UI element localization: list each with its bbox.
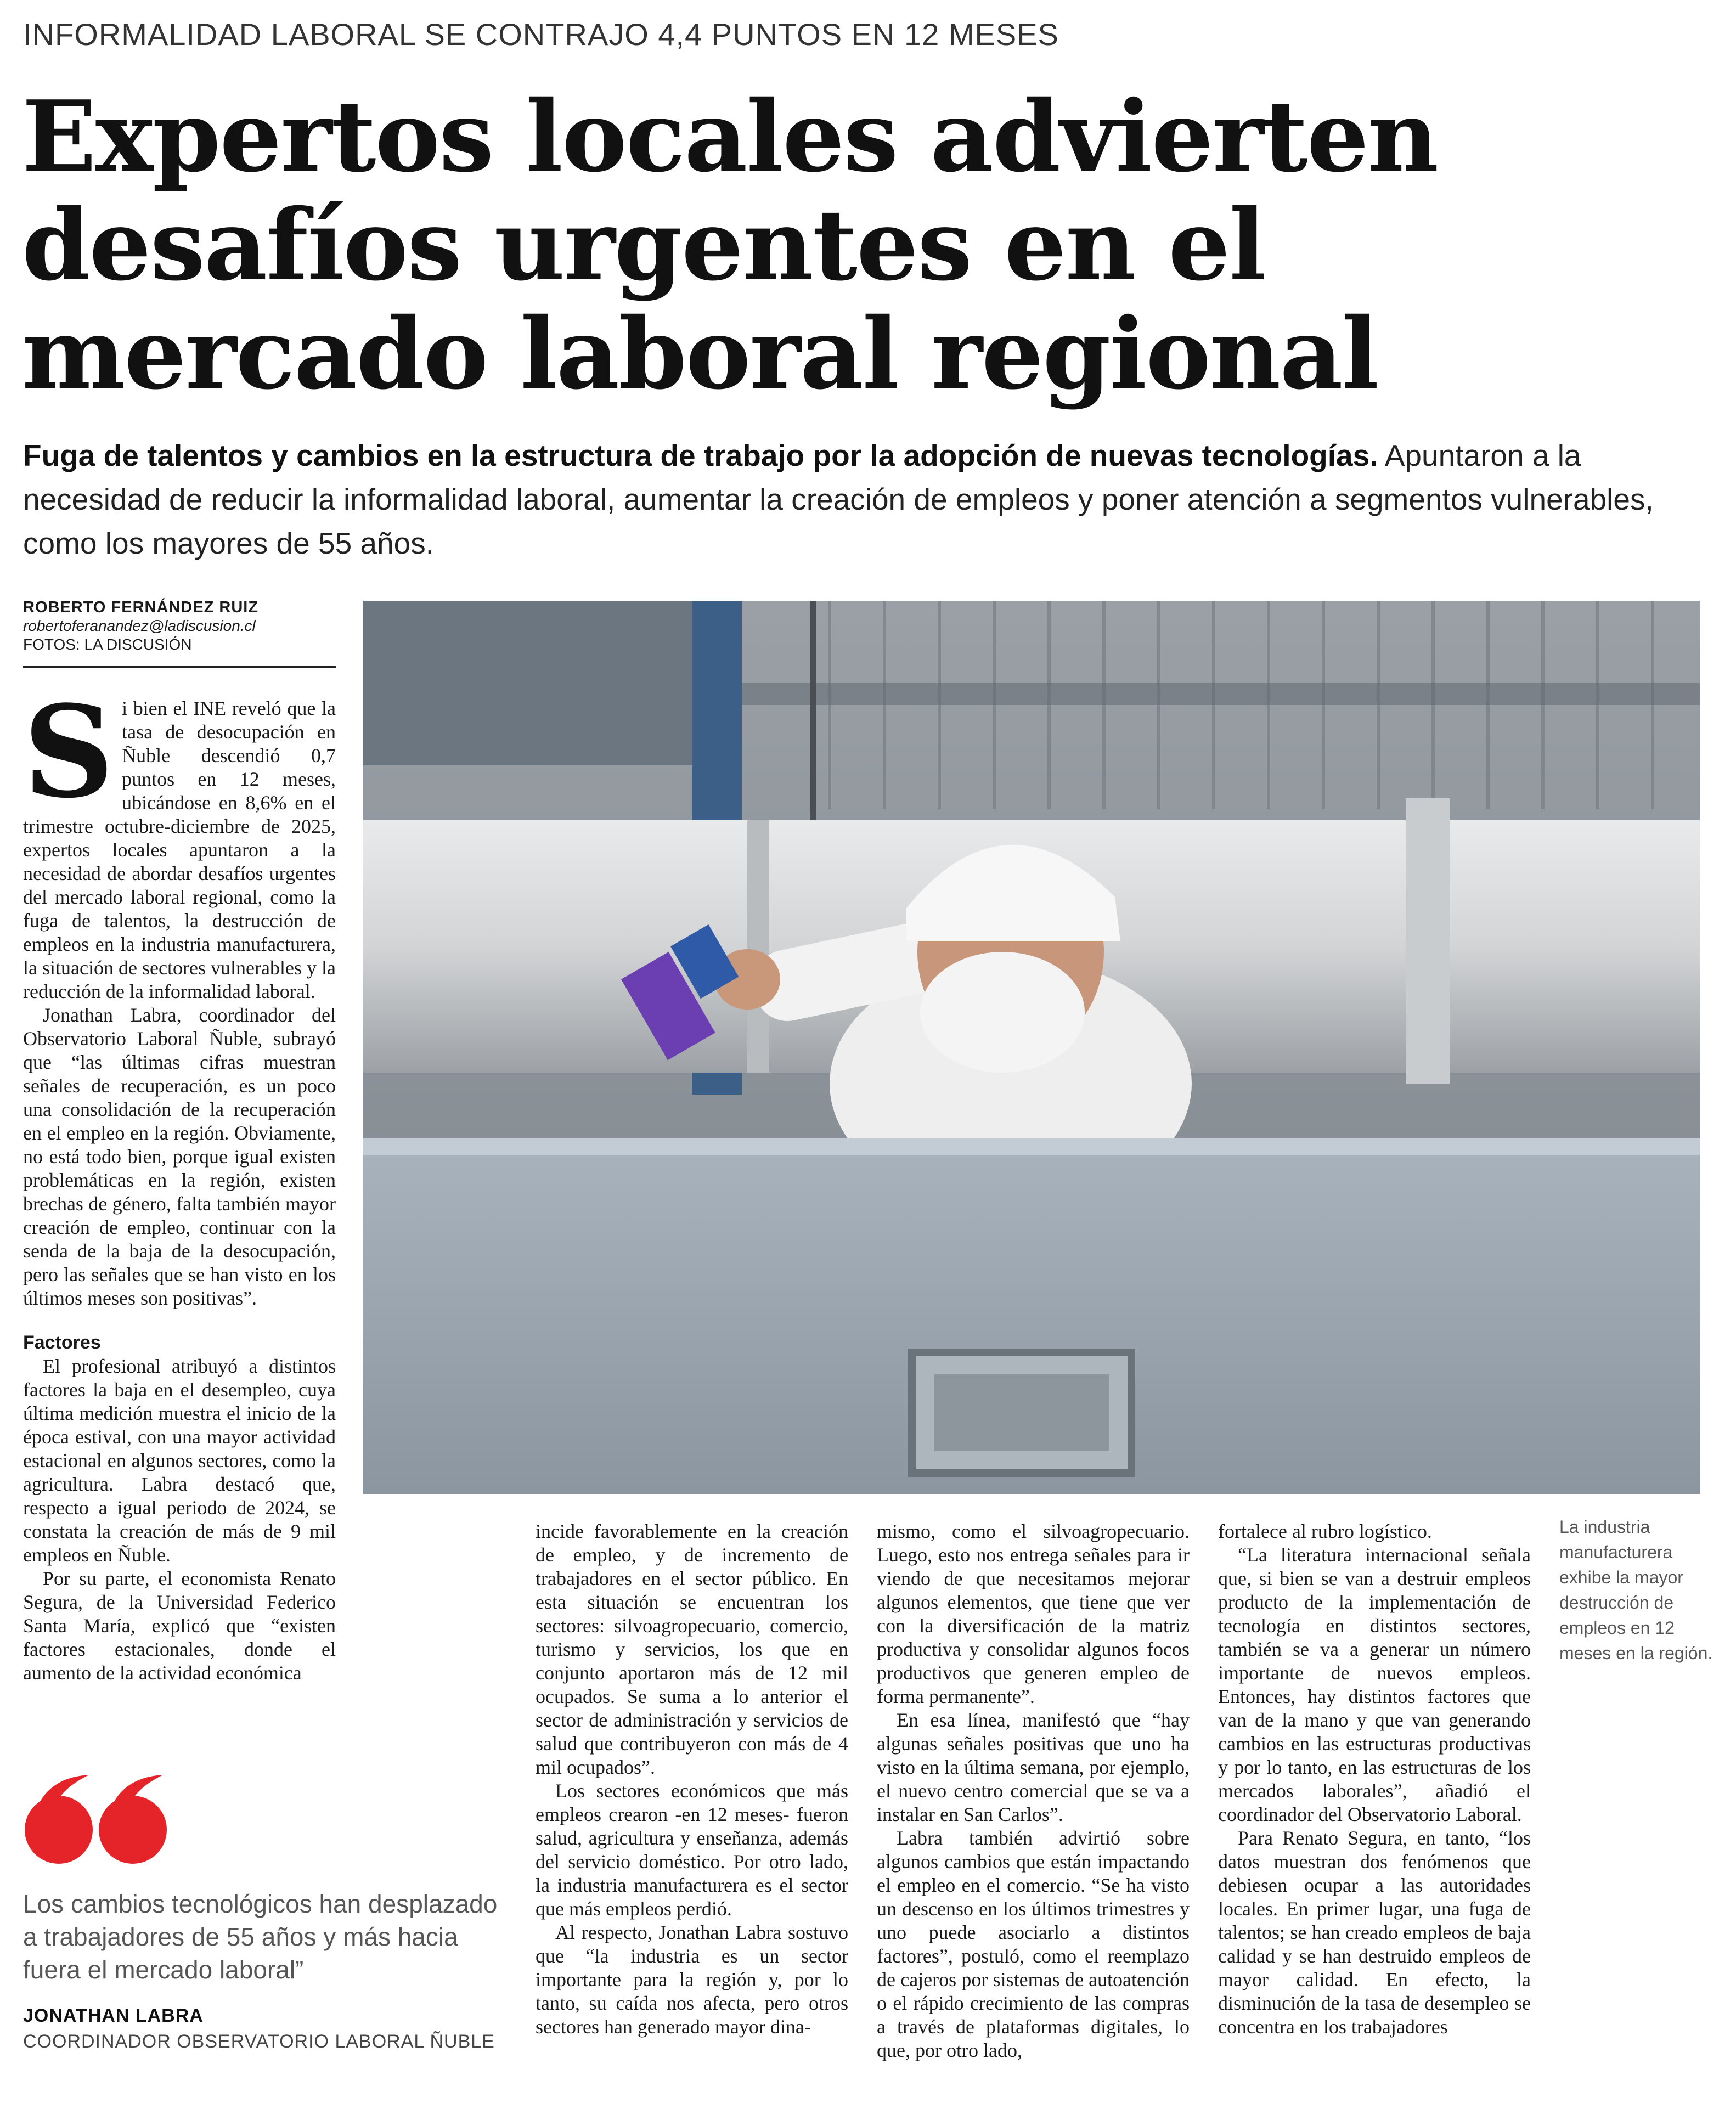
- article-column-3: [877, 1520, 1190, 2062]
- pullquote-name: JONATHAN LABRA: [23, 2005, 204, 2026]
- paragraph: Al respecto, Jonathan Labra sostuvo que “la industria es un sector importante para la región y, por lo tanto, su caída nos afecta, pero otros sectores han generado mayor dina-: [536, 1921, 848, 2038]
- drop-cap: S: [23, 678, 115, 826]
- headline-line-1: Expertos locales advierten: [22, 79, 1438, 194]
- paragraph: Jonathan Labra, coordinador del Observatorio Laboral Ñuble, subrayó que “las últimas cifras muestran señales de recuperación, es un poco una consolidación de la recuperación en el empleo en la región. Obviamente, no está todo bien, porque igual existen problemáticas en la región, existen brechas de género, falta también mayor creación de empleo, continuar con la senda de la baja de la desocupación, pero las señales que se han visto en los últimos meses son positivas”.: [23, 1004, 336, 1309]
- photo-credit: FOTOS: LA DISCUSIÓN: [23, 636, 192, 653]
- paragraph-lead: Si bien el INE reveló que la tasa de desocupación en Ñuble descendió 0,7 puntos en 12 meses, ubicándose en 8,6% en el trimestre octubre-diciembre de 2025, expertos locales apuntaron a la necesidad de abordar desafíos urgentes del mercado laboral regional, como la fuga de talentos, la destrucción de empleos en la industria manufacturera, la situación de sectores vulnerables y la reducción de la informalidad laboral.: [23, 678, 336, 1002]
- pullquote-text: Los cambios tecnológicos han desplazado a trabajadores de 55 años y más hacia fuera el mercado laboral”: [23, 1890, 498, 1984]
- deck-rest: Apuntaron a la necesidad de reducir la informalidad laboral, aumentar la creación de empleos y poner atención a segmentos vulnerables, como los mayores de 55 años.: [23, 438, 1654, 560]
- article-column-1: [23, 678, 336, 1685]
- article-column-4: [1218, 1520, 1531, 2039]
- paragraph: En esa línea, manifestó que “hay algunas señales positivas que uno ha visto en la última semana, por ejemplo, el nuevo centro comercial que se va a instalar en San Carlos”.: [877, 1709, 1190, 1825]
- factory-worker-photo: [363, 601, 1700, 1494]
- kicker: INFORMALIDAD LABORAL SE CONTRAJO 4,4 PUNTOS EN 12 MESES: [23, 17, 1059, 52]
- paragraph: “La literatura internacional señala que, si bien se van a destruir empleos producto de la implementación de tecnología en distintos sectores, también se va a generar un número importante de nuevos empleos. Entonces, hay distintos factores que van de la mano y que van generando cambios en las estructuras productivas y por lo tanto, en las estructuras de los mercados laborales”, añadió el coordinador del Observatorio Laboral.: [1218, 1544, 1531, 1825]
- photo-caption: La industria manufacturera exhibe la mayor destrucción de empleos en 12 meses en la región.: [1559, 1517, 1713, 1663]
- paragraph: Por su parte, el economista Renato Segura, de la Universidad Federico Santa María, explicó que “existen factores estacionales, donde el aumento de la actividad económica: [23, 1567, 336, 1684]
- headline-line-2: desafíos urgentes en el: [22, 188, 1265, 302]
- deck-lead: Fuga de talentos y cambios en la estructura de trabajo por la adopción de nuevas tecnologías.: [23, 438, 1378, 472]
- paragraph: Los sectores económicos que más empleos crearon -en 12 meses- fueron salud, agricultura y enseñanza, además del servicio doméstico. Por otro lado, la industria manufacturera es el sector que más empleos perdió.: [536, 1780, 848, 1920]
- paragraph: Para Renato Segura, en tanto, “los datos muestran dos fenómenos que debiesen ocupar a las autoridades locales. En primer lugar, una fuga de talentos; se han creado empleos de baja calidad y se han destruido empleos de mayor calidad. En efecto, la disminución de la tasa de desempleo se concentra en los trabajadores: [1218, 1827, 1531, 2038]
- deck: [23, 433, 1713, 565]
- pullquote-role: COORDINADOR OBSERVATORIO LABORAL ÑUBLE: [23, 2031, 495, 2052]
- author-name: ROBERTO FERNÁNDEZ RUIZ: [23, 599, 259, 616]
- headline-line-3: mercado laboral regional: [22, 296, 1378, 411]
- paragraph: Labra también advirtió sobre algunos cambios que están impactando el empleo en el comercio. “Se ha visto un descenso en los últimos trimestres y uno puede asociarlo a distintos factores”, postuló, como el reemplazo de cajeros por sistemas de autoatención o el rápido crecimiento de las compras a través de plataformas digitales, lo que, por otro lado,: [877, 1827, 1190, 2061]
- paragraph: incide favorablemente en la creación de empleo, y de incremento de trabajadores en el sector público. En esta situación se encuentran los sectores: silvoagropecuario, comercio, turismo y servicios, los que en conjunto aportaron más de 12 mil ocupados. Se suma a lo anterior el sector de administración y servicios de salud que contribuyeron con más de 4 mil ocupados”.: [536, 1520, 848, 1778]
- headline: [22, 79, 1712, 411]
- subhead-factores: Factores: [23, 1332, 101, 1353]
- photo-illustration: [363, 601, 1700, 1494]
- paragraph: mismo, como el silvoagropecuario. Luego, esto nos entrega señales para ir viendo de que necesitamos mejorar algunos elementos, que tiene que ver con la diversificación de la matriz productiva y consolidar algunos focos productivos que generen empleo de forma permanente”.: [877, 1520, 1190, 1707]
- article-column-2: [536, 1520, 848, 2039]
- paragraph: El profesional atribuyó a distintos factores la baja en el desempleo, cuya última medición muestra el inicio de la época estival, con una mayor actividad estacional en algunos sectores, como la agricultura. Labra destacó que, respecto a igual periodo de 2024, se constata la creación de más de 9 mil empleos en Ñuble.: [23, 1355, 336, 1566]
- paragraph: fortalece al rubro logístico.: [1218, 1520, 1432, 1542]
- byline: [23, 598, 336, 668]
- quote-mark-icon: [23, 1772, 171, 1868]
- author-email[interactable]: robertoferanandez@ladiscusion.cl: [23, 617, 256, 634]
